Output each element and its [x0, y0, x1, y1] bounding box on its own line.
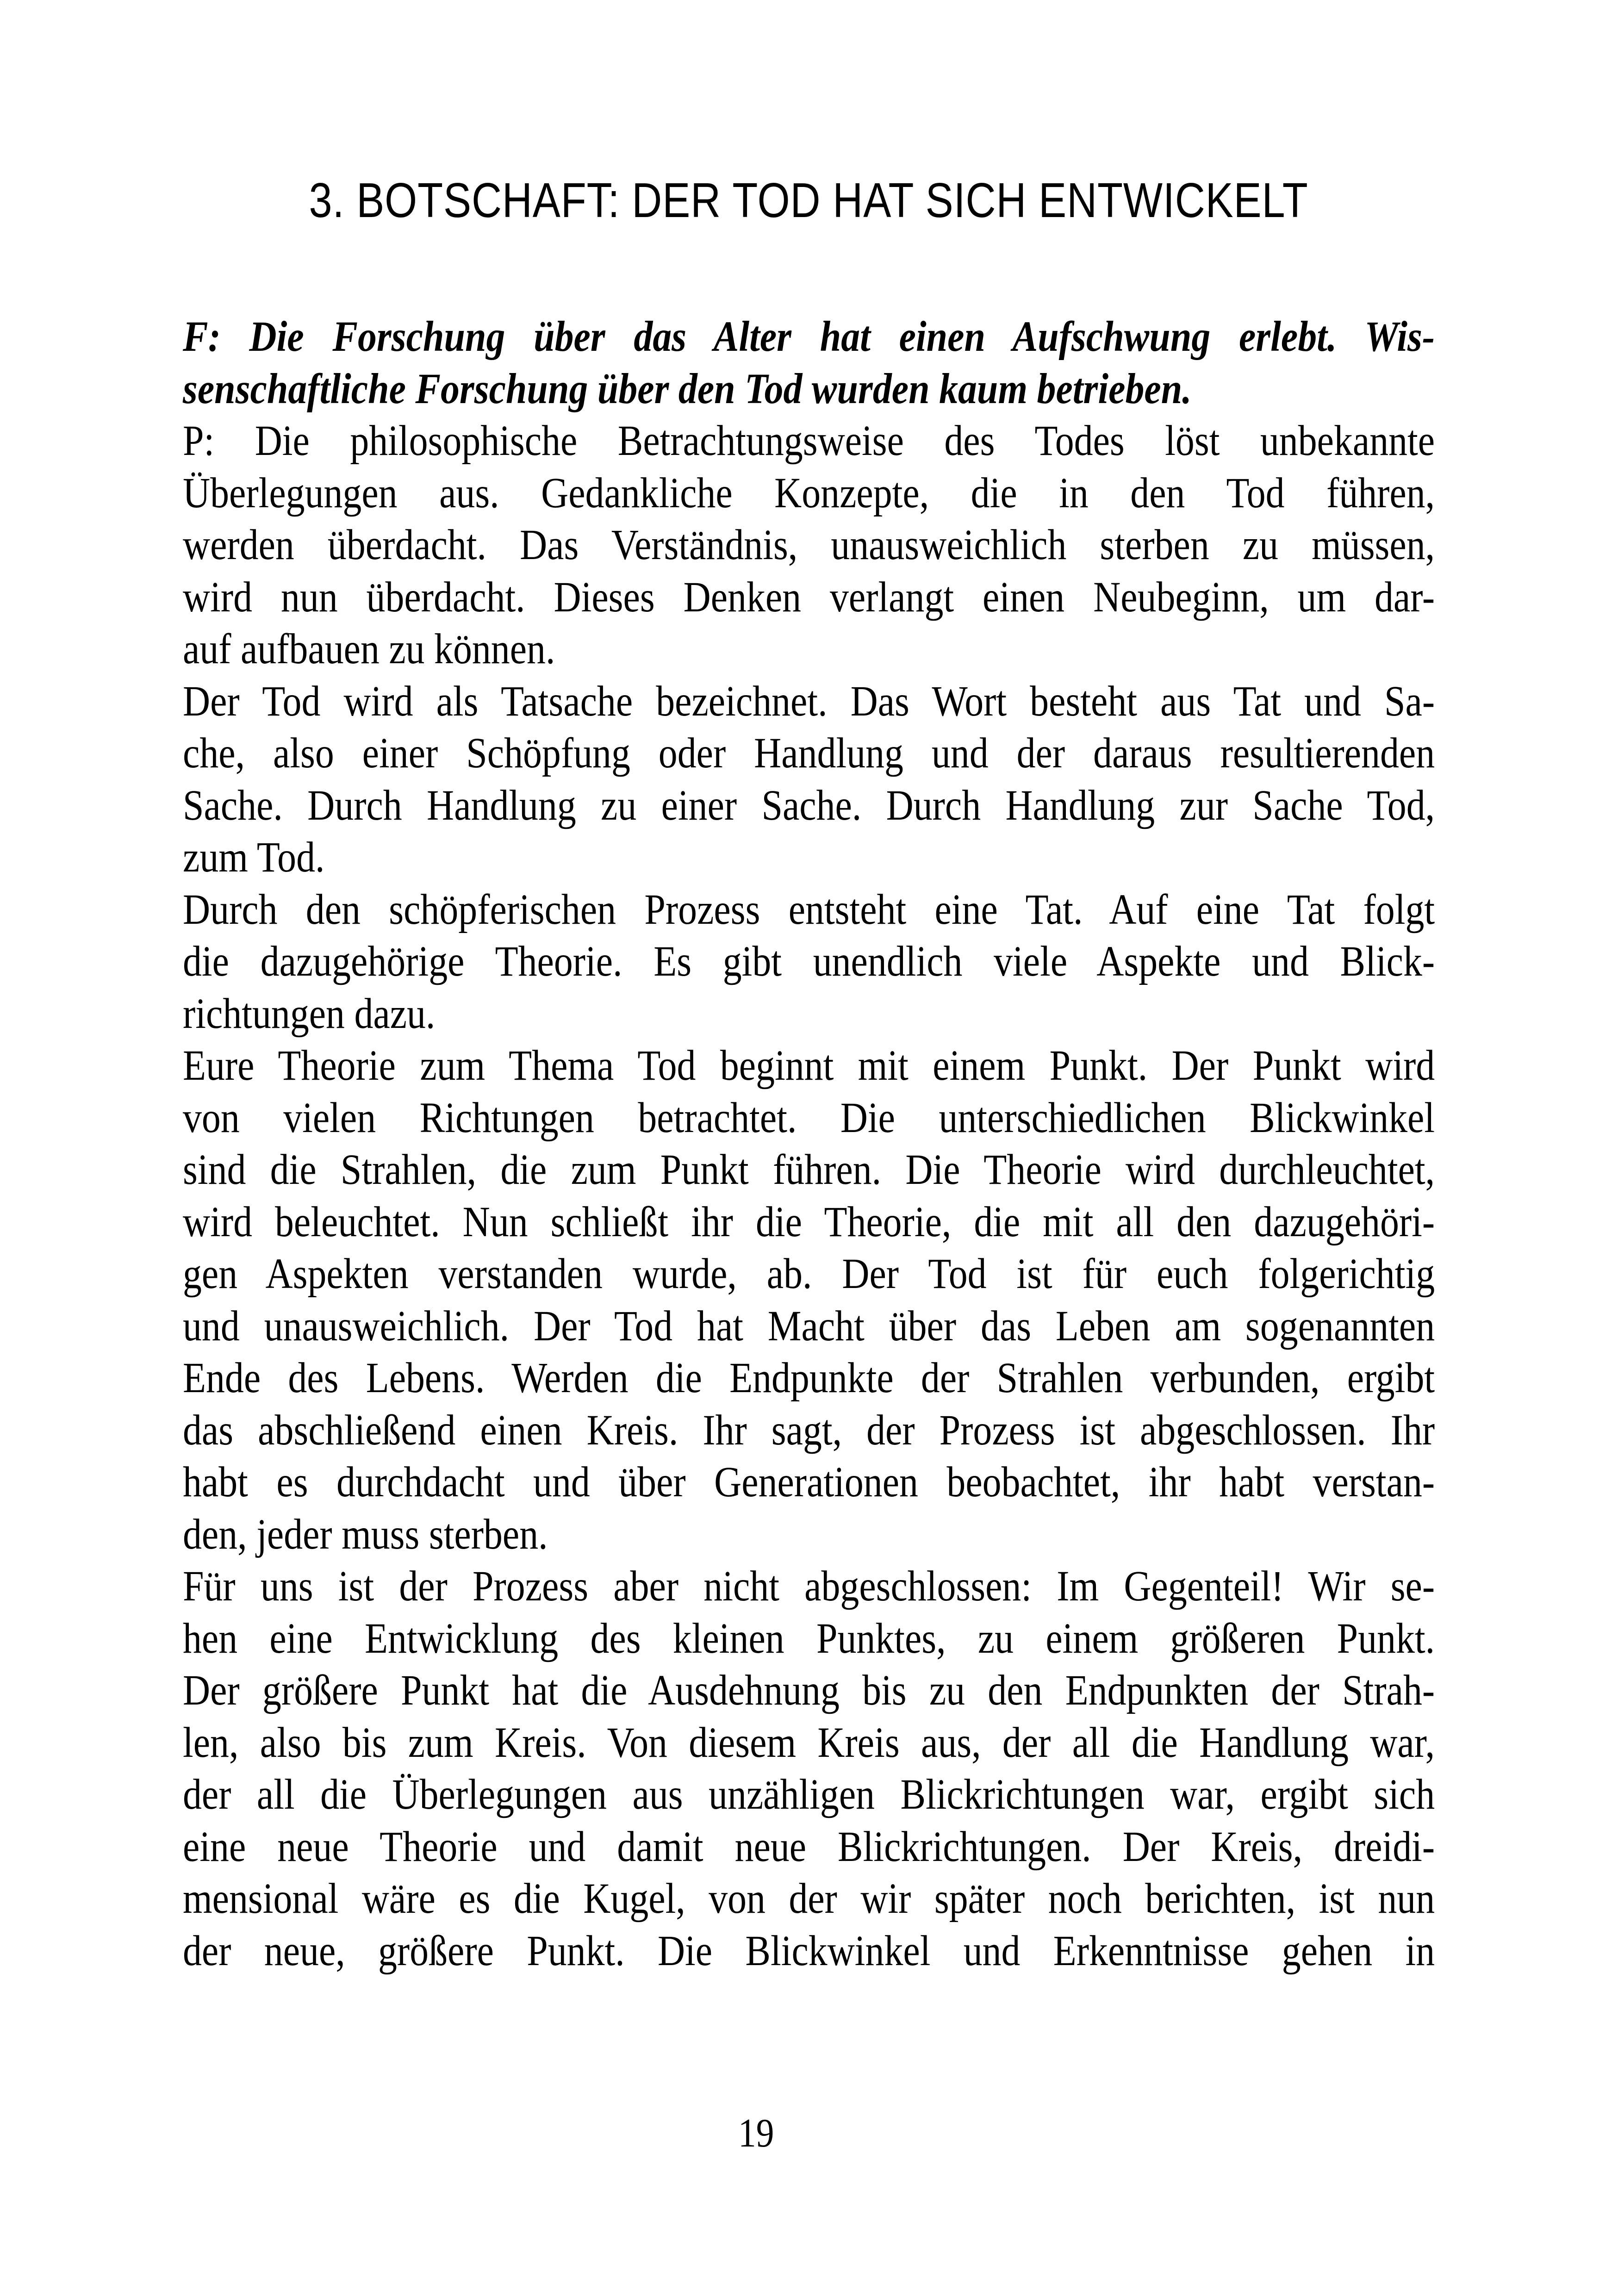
text-line: richtungen dazu. — [183, 989, 436, 1038]
text-line: mensional wäre es die Kugel, von der wir später noch berichten, ist nun — [183, 1875, 1435, 1923]
text-line: wird nun überdacht. Dieses Denken verlangt einen Neubeginn, um dar- — [183, 573, 1435, 621]
text-line: hen eine Entwicklung des kleinen Punktes, zu einem größeren Punkt. — [183, 1614, 1435, 1662]
text-line: Der größere Punkt hat die Ausdehnung bis zu den Endpunkten der Strah- — [183, 1667, 1435, 1714]
chapter-heading — [183, 173, 1435, 228]
text-line: von vielen Richtungen betrachtet. Die unterschiedlichen Blickwinkel — [183, 1094, 1435, 1142]
text-line: auf aufbauen zu können. — [183, 625, 555, 673]
text-line: che, also einer Schöpfung oder Handlung und der daraus resultierenden — [183, 729, 1435, 777]
text-line: Durch den schöpferischen Prozess entsteht eine Tat. Auf eine Tat folgt — [183, 885, 1435, 933]
text-line: gen Aspekten verstanden wurde, ab. Der Tod ist für euch folgerichtig — [183, 1250, 1435, 1298]
text-line: Für uns ist der Prozess aber nicht abgeschlossen: Im Gegenteil! Wir se- — [183, 1562, 1435, 1610]
text-line: der neue, größere Punkt. Die Blickwinkel und Erkenntnisse gehen in — [183, 1927, 1435, 1975]
text-line: Überlegungen aus. Gedankliche Konzepte, die in den Tod führen, — [183, 469, 1435, 517]
text-line: Sache. Durch Handlung zu einer Sache. Durch Handlung zur Sache Tod, — [183, 781, 1435, 829]
text-line: sind die Strahlen, die zum Punkt führen. Die Theorie wird durchleuchtet, — [183, 1146, 1435, 1194]
text-line: der all die Überlegungen aus unzähligen Blickrichtungen war, ergibt sich — [183, 1771, 1435, 1818]
text-line: und unausweichlich. Der Tod hat Macht über das Leben am sogenannten — [183, 1302, 1435, 1350]
text-line: habt es durchdacht und über Generationen beobachtet, ihr habt verstan- — [183, 1458, 1435, 1506]
text-line: wird beleuchtet. Nun schließt ihr die Theorie, die mit all den dazugehöri- — [183, 1198, 1435, 1246]
chapter-heading-text: 3. BOTSCHAFT: DER TOD HAT SICH ENTWICKELT — [309, 173, 1309, 228]
text-line: Der Tod wird als Tatsache bezeichnet. Das Wort besteht aus Tat und Sa- — [183, 677, 1435, 725]
text-line: den, jeder muss sterben. — [183, 1510, 548, 1558]
text-line: die dazugehörige Theorie. Es gibt unendlich viele Aspekte und Blick- — [183, 938, 1435, 985]
text-line: zum Tod. — [183, 834, 325, 881]
text-line: F: Die Forschung über das Alter hat einen Aufschwung erlebt. Wis- — [183, 313, 1435, 361]
page-number: 19 — [738, 2111, 774, 2156]
text-line: len, also bis zum Kreis. Von diesem Kreis aus, der all die Handlung war, — [183, 1718, 1435, 1767]
text-line: eine neue Theorie und damit neue Blickrichtungen. Der Kreis, dreidi- — [183, 1823, 1435, 1871]
text-line: senschaftliche Forschung über den Tod wurden kaum betrieben. — [183, 365, 1192, 413]
text-line: Ende des Lebens. Werden die Endpunkte der Strahlen verbunden, ergibt — [183, 1354, 1435, 1402]
text-line: werden überdacht. Das Verständnis, unausweichlich sterben zu müssen, — [183, 521, 1435, 569]
text-line: P: Die philosophische Betrachtungsweise des Todes löst unbekannte — [183, 417, 1435, 465]
text-line: das abschließend einen Kreis. Ihr sagt, der Prozess ist abgeschlossen. Ihr — [183, 1406, 1435, 1454]
text-line: Eure Theorie zum Thema Tod beginnt mit einem Punkt. Der Punkt wird — [183, 1042, 1435, 1089]
body-text — [183, 311, 1435, 1977]
